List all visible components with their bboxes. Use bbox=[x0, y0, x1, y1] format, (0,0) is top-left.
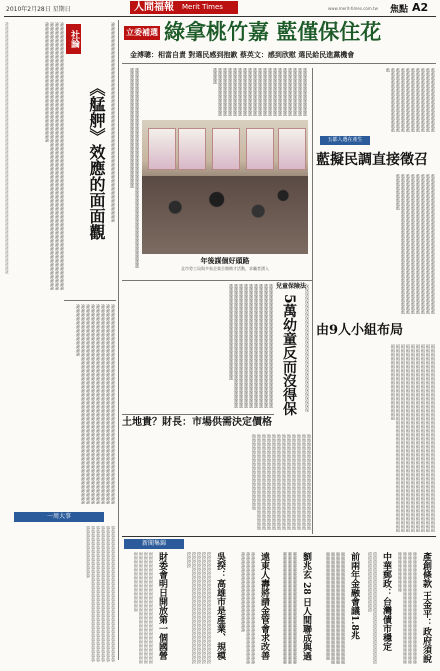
news-brief-item: 吳揆：高雄市是產業、規模 bbox=[215, 552, 225, 660]
right-col-body-bottom: 組組組組組組組組組組組組組組組組組組組組組組組組組組組組組組組組組組組組組組組組組組組組組組組組組組組組組組組組組組組組組組組組組組組組組組組組組組組組組組組組組組組組組組組組組組組組組組組組組組組組組組組組組組組組組組組組組組組組組組組組組組組組組組組組組組組組組組組組組組組組組組組組組組組組組組組組組組組組組組組組組組組組組組組組組組組組組組組組組組組組組組組組組組組組組組組組組組組組組組組組組組組組組組組組組組組組組組組組組組組組組組組組組組組組組組組組組組組組組組組組組組組組組組組組組組組組組組組組組組組組組組組組組組組組組組組組組組組組組組組組組組組組組組組組組組組組組組組組組組組組組組組組組組組組組組組組組組組組組組組組組組組組組組組組組組組組組組組組組組組組組組組組組組組組組組組組組組組組組組組組組組組組組組組組組組組組組組組組組組組組組組組組組組組組組組組組組組組 bbox=[391, 344, 436, 532]
briefs-top-rule bbox=[122, 536, 436, 537]
editorial-title: 《艋舺》效應的面面觀 bbox=[87, 80, 106, 240]
photo-booth bbox=[178, 128, 206, 170]
main-story-tag bbox=[124, 26, 160, 40]
editorial-body-bottom: 論論論論論論論論論論論論論論論論論論論論論論論論論論論論論論論論論論論論論論論論論論論論論論論論論論論論論論論論論論論論論論論論論論論論論論論論論論論論論論論論論論論論論論論論論論論論論論論論論論論論論論論論論論論論論論論論論論論論論論論論論論論論論論論論論論論論論論論論論論論論論論論論論論論論論論論論論論論論論論論論論論論論論論論論論論論論論論論論論論論論論論論論論論論論論論論論論論論論論論論論論論論論論論論論論論論論論論論論論論論論論論論論論論論論論論論論論論論論論論論論論論論論論論論論論論論論論論論論論論論論論論論論論論論論論論論論論論論論論論論論論論論論論論論論論論論論論論論論論論論論論論論論論論論論論論論論論論論論論論論論論論論論論論論論論論論論論論論論論論論論論論論論論論論論論論論論論論論論論論論論論論論 bbox=[76, 304, 116, 504]
left-col-rule bbox=[118, 20, 119, 660]
news-brief-item: 中華郵政：台灣債市穩定 bbox=[381, 552, 391, 651]
photo-booth bbox=[278, 128, 306, 170]
main-headline: 綠拿桃竹嘉 藍僅保住花 bbox=[164, 19, 382, 44]
news-brief-body: 融融融融融融融融融融融融融融融融融融融融融融融融融融融融融融融融融融融融融融融融融融融融融融融融融融融融融融融融融融融融融融融融融融融融融融融融融融融融融融融融融融融融融融融融融融融融融融融融融融融融融融融融融融融融融融融 bbox=[326, 552, 346, 664]
right-col-tag: 五都人選在產生 bbox=[320, 136, 370, 145]
main-story-tag-text: 立委補選 bbox=[126, 28, 158, 37]
news-brief-body: 聯聯聯聯聯聯聯聯聯聯聯聯聯聯聯聯聯聯聯聯聯聯聯聯聯聯聯聯聯聯聯聯聯聯聯聯聯聯聯聯聯聯聯聯聯聯聯聯聯聯聯聯聯聯聯聯聯聯聯聯聯聯聯聯聯聯聯聯聯聯聯聯聯聯聯聯聯聯聯聯聯聯聯聯 bbox=[283, 552, 298, 664]
masthead-logo: 人間福報 bbox=[134, 2, 174, 13]
masthead-url: www.merit-times.com.tw bbox=[328, 6, 378, 11]
photo-booth bbox=[246, 128, 274, 170]
masthead-page: A2 bbox=[412, 1, 429, 14]
main-story-body-lower: 選選選選選選選選選選選選選選選選選選選選選選選選選選選選選選選選選選選選選選選選選選選選選選選選選選選選選選選選選選選選選選選選選選選選選選選選選選選選選選選選選選選選選選選選選選選選選選選選選選選選選選選選選選選選選選選選選選選選選選選選選選選選選選選選選選選選選選選選選選選選選選選選選選選選選選選選選選選選選選選選選選選選選選選選選選選選選選選選選選選選選選選選選選選選選選選選選選選選選選選選選選選選選選選選選選選選選選選選選選選選選選選選選選選選選選選選選選選選選選選選選選選選選選選選選選選選選選選選選選選選選選選選選選選選選選選選 bbox=[229, 284, 274, 408]
photo-booth bbox=[148, 128, 176, 170]
news-brief-body: 揆揆揆揆揆揆揆揆揆揆揆揆揆揆揆揆揆揆揆揆揆揆揆揆揆揆揆揆揆揆揆揆揆揆揆揆揆揆揆揆揆揆揆揆揆揆揆揆揆揆揆揆揆揆揆揆揆揆揆揆揆揆揆揆揆揆揆揆揆揆揆揆揆揆揆揆揆揆揆揆揆揆揆揆揆揆揆揆揆揆揆揆揆揆揆揆揆揆揆揆揆揆揆揆揆揆揆揆揆揆揆揆揆揆揆揆 bbox=[187, 552, 212, 664]
photo-credit: 北市勞工局與多家企業合辦徵才活動，求職者湧入 bbox=[181, 266, 269, 271]
masthead-date: 2010年2月28日 星期日 bbox=[6, 6, 71, 13]
masthead bbox=[0, 0, 440, 16]
editorial-tag: 社論 bbox=[66, 24, 81, 54]
left-edge-text: 社社社社社社社社社社社社社社社社社社社社社社社社社社社社社社社社社社社社社社社社社社社社社社社社社社社社社社社社社社社社社社社 bbox=[5, 22, 10, 274]
news-brief-item: 前兩年金融會議1.8兆 bbox=[349, 552, 359, 640]
masthead-logo-en: Merit Times bbox=[182, 3, 223, 11]
editorial-body-top: 論論論論論論論論論論論論論論論論論論論論論論論論論論論論論論論論論論論論論論論論論論論論論論論論論論論論論論論論論論論論論論論論論論論論論論論論論論論論論論論論論論論論論論論論論論論論論論論論論論論論論論論論論論論論論論論論論論論論論論論論論論論論論論論論論論論論論論論論論論論論論論論論論論論論論論論論論論論論論論論論論論論論論論論論論論論論論論論論論論論論論論論論論論論論論論論論論論論論論論論論論論論論論論論論論論論論論論論論論論論論論論論論論論論論論論論 bbox=[45, 22, 65, 290]
right-col-headline1: 藍擬民調直接徵召 bbox=[316, 152, 428, 168]
right-col-body-top: 藍藍藍藍藍藍藍藍藍藍藍藍藍藍藍藍藍藍藍藍藍藍藍藍藍藍藍藍藍藍藍藍藍藍藍藍藍藍藍藍藍藍藍藍藍藍藍藍藍藍藍藍藍藍藍藍藍藍藍藍藍藍藍藍藍藍藍藍藍藍藍藍藍藍藍藍藍藍藍藍藍藍藍藍藍藍藍藍藍藍藍藍藍藍藍藍藍藍藍藍藍藍藍藍藍藍藍藍藍藍藍藍藍藍藍藍藍藍藍藍藍藍藍藍藍藍藍藍藍藍藍藍藍藍藍藍藍藍藍藍藍藍藍藍藍 bbox=[386, 68, 436, 132]
right-col-body-mid: 藍藍藍藍藍藍藍藍藍藍藍藍藍藍藍藍藍藍藍藍藍藍藍藍藍藍藍藍藍藍藍藍藍藍藍藍藍藍藍藍藍藍藍藍藍藍藍藍藍藍藍藍藍藍藍藍藍藍藍藍藍藍藍藍藍藍藍藍藍藍藍藍藍藍藍藍藍藍藍藍藍藍藍藍藍藍藍藍藍藍藍藍藍藍藍藍藍藍藍藍藍藍藍藍藍藍藍藍藍藍藍藍藍藍藍藍藍藍藍藍藍藍藍藍藍藍藍藍藍藍藍藍藍藍藍藍藍藍藍藍藍藍藍藍藍藍藍藍藍藍藍藍藍藍藍藍藍藍藍藍藍藍藍藍藍藍藍藍藍藍藍藍藍藍藍藍藍藍藍藍藍藍藍藍藍藍藍藍藍藍藍藍藍藍藍藍藍藍藍藍藍藍藍藍藍藍藍藍藍藍藍藍藍藍藍藍藍藍藍藍藍藍藍藍藍藍藍藍藍藍藍藍藍藍藍藍藍藍藍藍藍藍藍藍藍藍藍藍藍藍藍藍藍藍 bbox=[396, 174, 436, 314]
news-brief-body: 壽壽壽壽壽壽壽壽壽壽壽壽壽壽壽壽壽壽壽壽壽壽壽壽壽壽壽壽壽壽壽壽壽壽壽壽壽壽壽壽壽壽壽壽壽壽壽壽壽壽壽壽壽壽壽壽壽壽壽壽壽壽壽壽壽壽壽壽壽壽壽壽壽壽壽壽 bbox=[241, 552, 256, 664]
news-brief-item: 財委會明日開放第一個國營 bbox=[157, 552, 167, 660]
one-week-body: 事事事事事事事事事事事事事事事事事事事事事事事事事事事事事事事事事事事事事事事事事事事事事事事事事事事事事事事事事事事事事事事事事事事事事事事事事事事事事事事事事事事事事事事事事事事事事事事事事事事事事事事事事事事事事事事事事事事事事事事事事事事事事事事事事事事事事事事事事事事事事事事事事事事事事事事事事事事事事事事事事事事事事事事事事事事事事事事事事事事事事事事 bbox=[86, 526, 116, 662]
main-story-body-left: 選選選選選選選選選選選選選選選選選選選選選選選選選選選選選選選選選選選選選選選選選選選選選選選選選選選選選選選選選選選選選選選選選選選選選選選選選選選選選選選選 bbox=[130, 68, 140, 268]
photo-caption: 年後謀個好頭路 bbox=[200, 256, 250, 265]
masthead-section: 焦點 bbox=[390, 5, 409, 15]
right-col-headline2: 由9人小組布局 bbox=[316, 323, 404, 338]
news-brief-body: 條條條條條條條條條條條條條條條條條條條條條條條條條條條條條條條條條條條條條條條條條條條條條條條條條條條條條條條條條條條條條條條條條條條條條條條條條條條條條條條條條條條條條條條條條條條條條條 bbox=[398, 552, 418, 664]
news-brief-item: 遠東人壽將請金管會求改善 bbox=[259, 552, 269, 660]
news-brief-item: 劉兆玄 28 日人間聯成與過 bbox=[301, 552, 311, 661]
land-story-headline: 土地貴？財長：市場供需決定價格 bbox=[122, 417, 272, 428]
news-brief-body: 財財財財財財財財財財財財財財財財財財財財財財財財財財財財財財財財財財財財財財財財財財財財財財財財財財財財財財財財財財財財財財財財財財財財財財財財財財財財財財財財財財財財財財財財財財財財財財財財財財財 bbox=[134, 552, 154, 664]
one-week-tag: 一周大事 bbox=[14, 512, 104, 522]
middle-story-kicker: 兒童保險法 bbox=[276, 283, 307, 290]
land-story-body: 地地地地地地地地地地地地地地地地地地地地地地地地地地地地地地地地地地地地地地地地地地地地地地地地地地地地地地地地地地地地地地地地地地地地地地地地地地地地地地地地地地地地地地地地地地地地地地地地地地地地地地地地地地地地地地地地地地地地地地地地地地地地地地地地地地地地地地地地地地地地地地地地地地地地地地地地地地地地地地地地地地地地地地地地地地地地地地地地地地地地地地地地地地地地地地地地地地地地地地地地地地地地地地地地地地地地地地地地地地地地地地地地地地地地地地地地地地地地地地地地地地地地地地地地地地地地地地地地地地地地地地地地地地地地地地地地地地地地地地地地地地地 bbox=[252, 434, 312, 530]
main-story-body-top: 選選選選選選選選選選選選選選選選選選選選選選選選選選選選選選選選選選選選選選選選選選選選選選選選選選選選選選選選選選選選選選選選選選選選選選選選選選選選選選選選選選選選選選選選選選選選選選選選選選選選選選選選選選選選選選選選選選選選選選選選選選選選選選選選選選選選選選選選選選選選選選選選選選選選選選選選選選選選選選選選選選選選選選選選選選選選選選選選選選選選選選選選選選選選選選選選選選選選選選選選選選選選選選選選選選選選選選選選選選選選 bbox=[213, 68, 308, 116]
news-brief-item: 產創條款 王金平：政府須說 bbox=[421, 552, 431, 664]
photo-rule bbox=[122, 280, 312, 281]
main-subhead-rule bbox=[122, 63, 436, 64]
middle-story-headline: 5萬幼童反而沒得保 bbox=[281, 294, 297, 416]
middle-story-body: 保保保保保保保保保保保保保保保保保保保保保保保保保保保保保保保保 bbox=[305, 284, 310, 412]
land-story-rule bbox=[122, 414, 274, 415]
logo-block bbox=[130, 1, 238, 14]
editorial-body-right: 論論論論論論論論論論論論論論論論論論論論論論論論論論論論論論論論論論論論論論論論論論論論論論論論論論 bbox=[111, 22, 116, 222]
editorial-divider bbox=[64, 300, 116, 301]
main-photo bbox=[142, 120, 308, 254]
photo-crowd bbox=[142, 176, 308, 254]
news-brief-body: 債債債債債債債債債債債債債債債債債債債債債債債債債債債債債債債債債債債債債債債債債債債 bbox=[368, 552, 378, 664]
right-col-rule bbox=[312, 68, 313, 534]
news-briefs-tag: 新聞集錦 bbox=[124, 539, 184, 549]
main-subhead: 金溥聰：相當自責 對選民感到抱歉 蔡英文：感到欣慰 選民給民進黨機會 bbox=[130, 50, 355, 59]
photo-booth bbox=[212, 128, 240, 170]
masthead-rule bbox=[4, 16, 436, 17]
